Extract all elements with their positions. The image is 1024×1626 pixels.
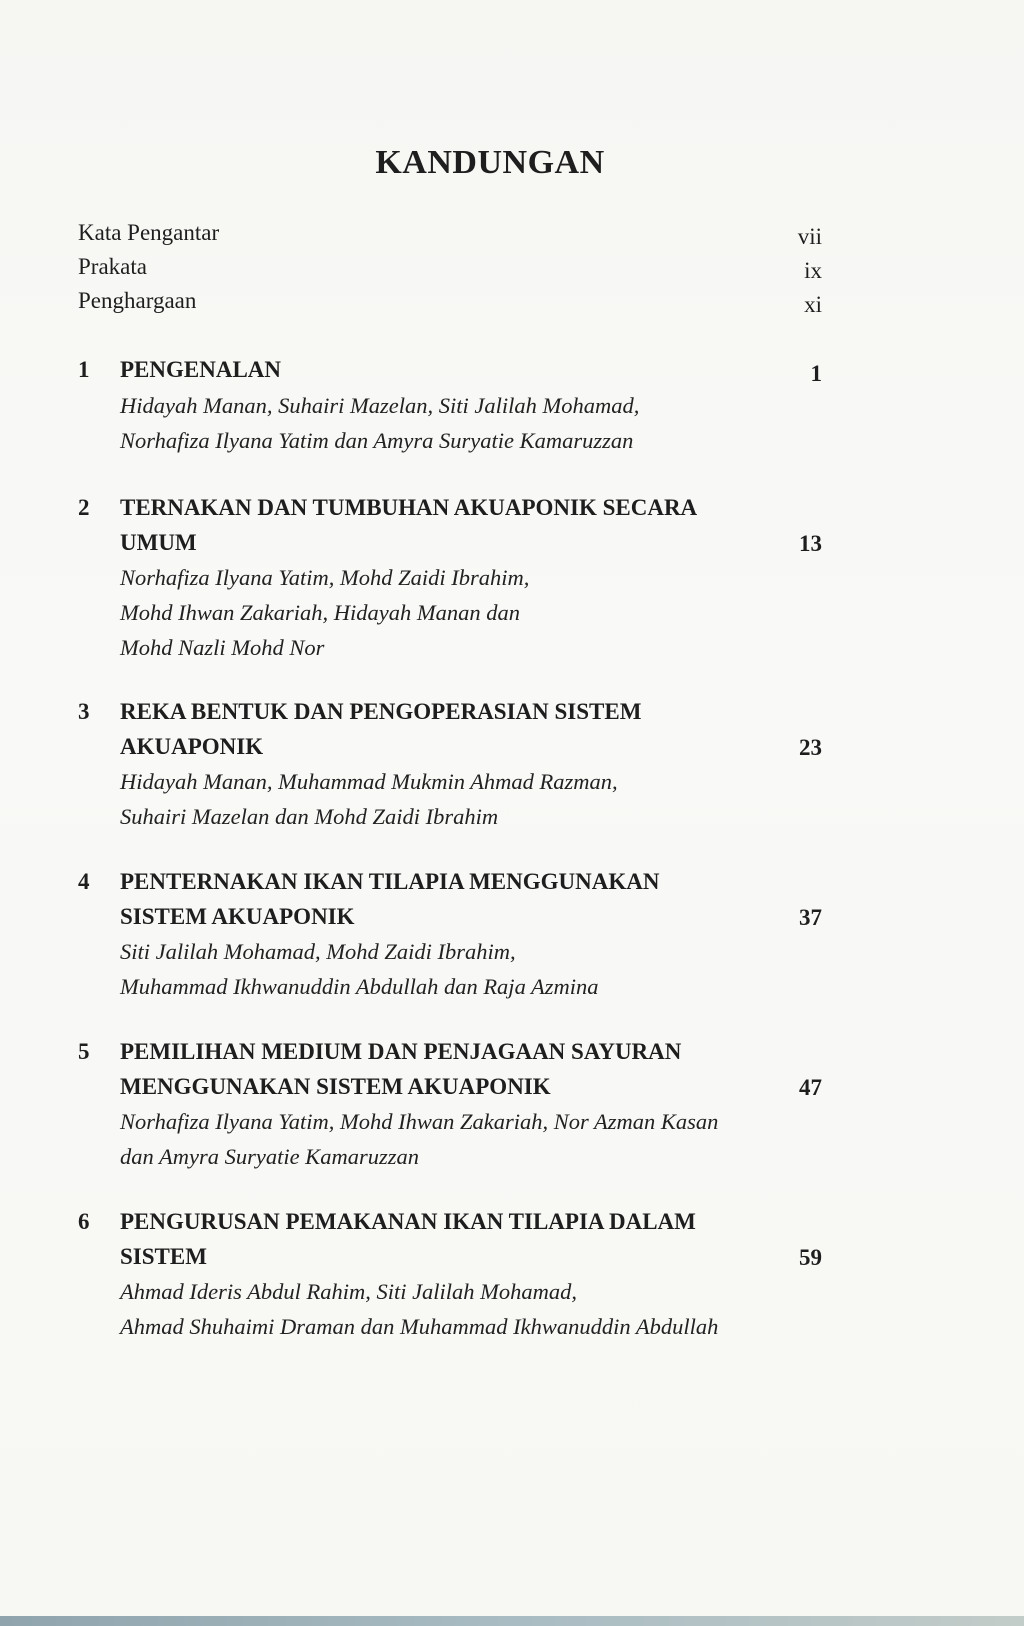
author-line: Norhafiza Ilyana Yatim, Mohd Ihwan Zakariah, Nor Azman Kasan	[120, 1109, 719, 1134]
front-matter-row	[78, 250, 822, 284]
chapter-title	[120, 1204, 696, 1274]
page-bottom-edge	[0, 1616, 1024, 1626]
chapter-title-line: TERNAKAN DAN TUMBUHAN AKUAPONIK SECARA	[120, 495, 698, 520]
chapter-title-line: PENGURUSAN PEMAKANAN IKAN TILAPIA DALAM	[120, 1209, 696, 1234]
chapter-title-line: SISTEM AKUAPONIK	[120, 904, 355, 929]
chapter-title-line: PENGENALAN	[120, 357, 282, 382]
chapter-title-line: MENGGUNAKAN SISTEM AKUAPONIK	[120, 1074, 551, 1099]
front-matter-page: ix	[804, 258, 822, 283]
chapter-authors	[120, 934, 599, 1004]
author-line: Mohd Nazli Mohd Nor	[120, 635, 325, 660]
front-matter-row	[78, 216, 822, 250]
front-matter-page: xi	[804, 292, 822, 317]
chapter-number: 4	[78, 869, 90, 894]
chapter-title-line: SISTEM	[120, 1244, 207, 1269]
chapter-title	[120, 864, 659, 934]
chapter-authors	[120, 764, 618, 834]
front-matter-label: Prakata	[78, 254, 147, 279]
author-line: Ahmad Shuhaimi Draman dan Muhammad Ikhwanuddin Abdullah	[120, 1314, 719, 1339]
chapter-title-line: UMUM	[120, 530, 197, 555]
chapter-authors	[120, 1274, 718, 1344]
chapter-authors	[120, 388, 639, 458]
chapter-title-line: REKA BENTUK DAN PENGOPERASIAN SISTEM	[120, 699, 642, 724]
author-line: Norhafiza Ilyana Yatim dan Amyra Suryatie Kamaruzzan	[120, 428, 634, 453]
chapter-number: 5	[78, 1039, 90, 1064]
chapter-page: 23	[799, 735, 822, 760]
chapter-title-line: PENTERNAKAN IKAN TILAPIA MENGGUNAKAN	[120, 869, 660, 894]
chapter-title-line: PEMILIHAN MEDIUM DAN PENJAGAAN SAYURAN	[120, 1039, 682, 1064]
front-matter-page: vii	[797, 224, 822, 249]
chapter-page: 13	[799, 531, 822, 556]
front-matter-label: Kata Pengantar	[78, 220, 220, 245]
chapter-title	[120, 694, 641, 764]
chapter-page: 1	[810, 361, 822, 386]
author-line: Mohd Ihwan Zakariah, Hidayah Manan dan	[120, 600, 520, 625]
author-line: dan Amyra Suryatie Kamaruzzan	[120, 1144, 419, 1169]
chapter-page: 59	[799, 1245, 822, 1270]
chapter-number: 6	[78, 1209, 90, 1234]
chapter-page: 47	[799, 1075, 822, 1100]
chapter-title	[120, 352, 281, 387]
chapter-page: 37	[799, 905, 822, 930]
author-line: Hidayah Manan, Suhairi Mazelan, Siti Jalilah Mohamad,	[120, 393, 640, 418]
chapter-authors	[120, 560, 529, 665]
chapter-number: 3	[78, 699, 90, 724]
author-line: Siti Jalilah Mohamad, Mohd Zaidi Ibrahim,	[120, 939, 516, 964]
chapter-title-line: AKUAPONIK	[120, 734, 264, 759]
front-matter-label: Penghargaan	[78, 288, 197, 313]
author-line: Hidayah Manan, Muhammad Mukmin Ahmad Razman,	[120, 769, 618, 794]
author-line: Norhafiza Ilyana Yatim, Mohd Zaidi Ibrahim,	[120, 565, 530, 590]
front-matter-row	[78, 284, 822, 318]
chapter-authors	[120, 1104, 718, 1174]
chapter-title	[120, 1034, 681, 1104]
author-line: Muhammad Ikhwanuddin Abdullah dan Raja Azmina	[120, 974, 599, 999]
chapter-number: 1	[78, 357, 90, 382]
author-line: Suhairi Mazelan dan Mohd Zaidi Ibrahim	[120, 804, 499, 829]
author-line: Ahmad Ideris Abdul Rahim, Siti Jalilah Mohamad,	[120, 1279, 578, 1304]
chapter-title	[120, 490, 697, 560]
page-title: KANDUNGAN	[375, 144, 605, 181]
chapter-number: 2	[78, 495, 90, 520]
